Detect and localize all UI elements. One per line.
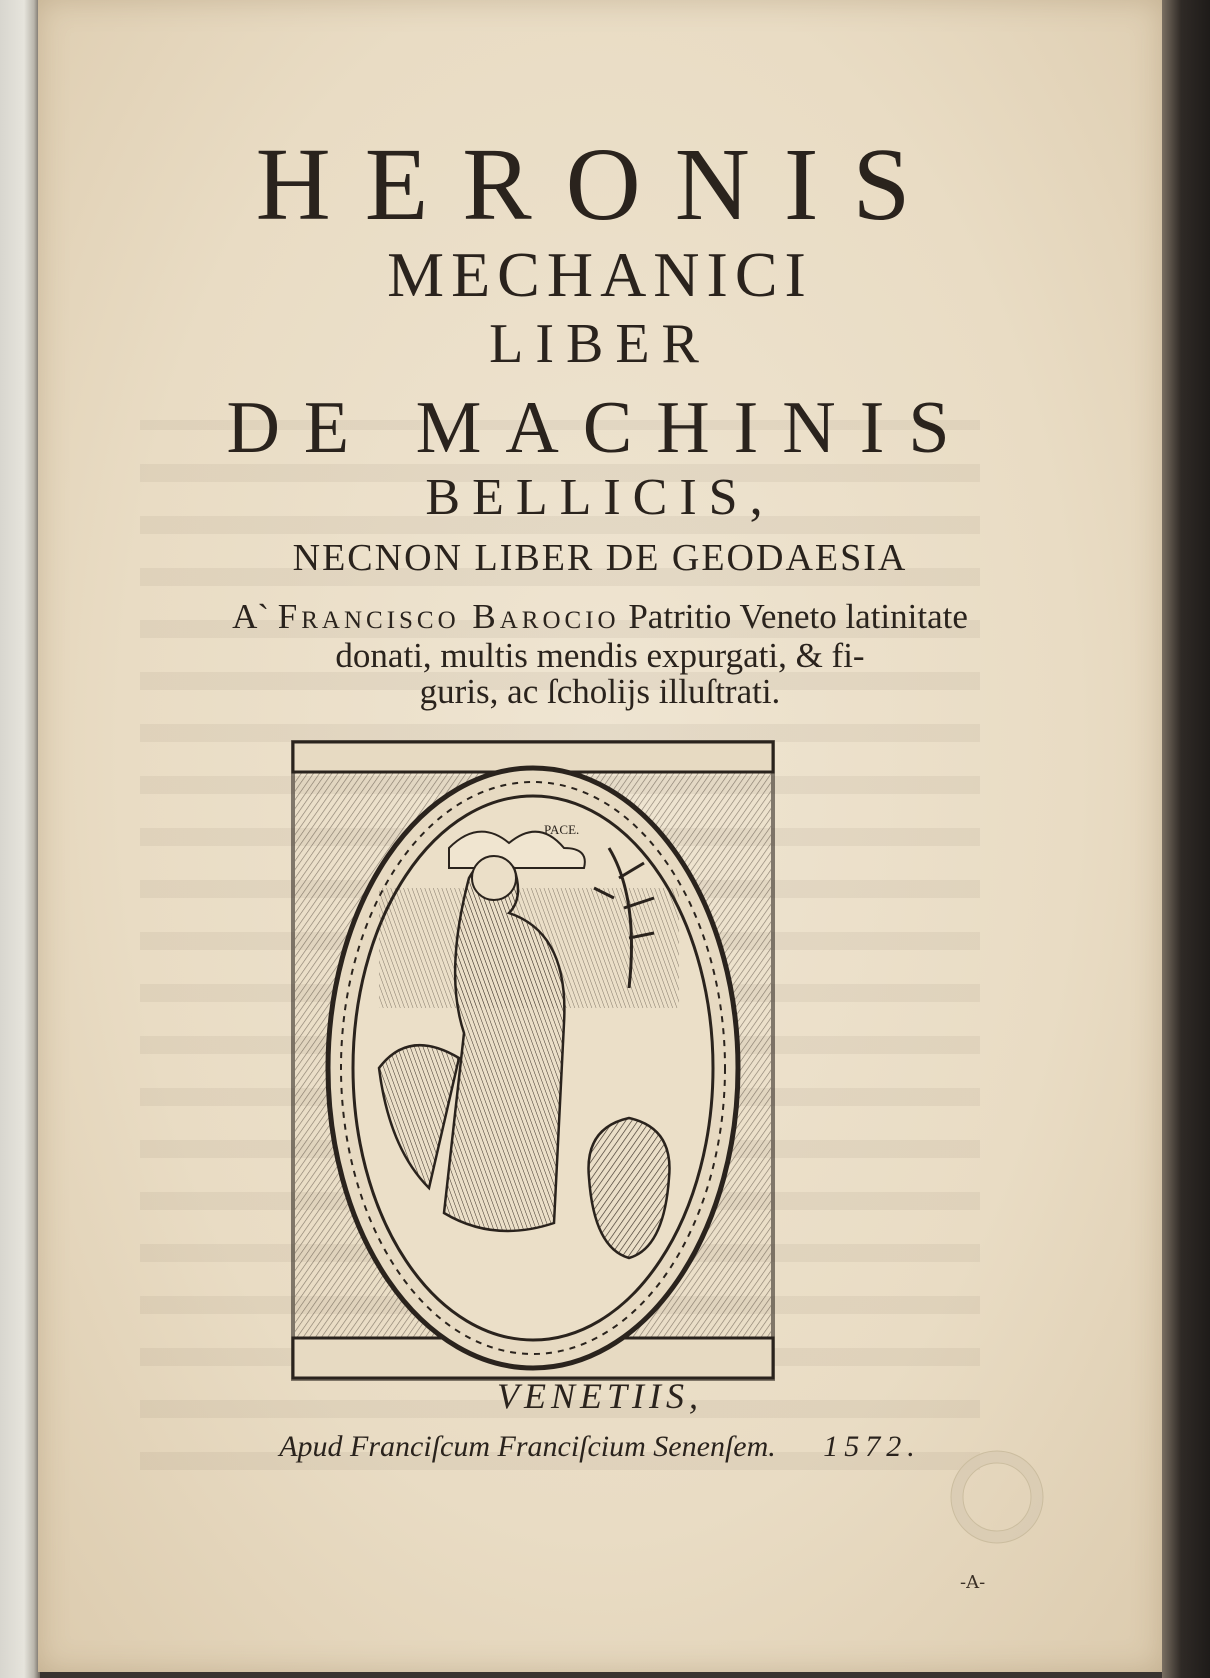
- woodcut-pace-illustration: [289, 738, 777, 1383]
- title-de-machinis: DE MACHINIS: [226, 387, 974, 469]
- translator-prefix: A`: [232, 597, 270, 636]
- description-line-2: guris, ac ſcholijs illuſtrati.: [419, 672, 781, 711]
- woodcut-label: PACE.: [544, 822, 580, 837]
- subtitle-geodaesia: NECNON LIBER DE GEODAESIA: [292, 537, 908, 579]
- place-of-publication: VENETIIS,: [497, 1376, 703, 1416]
- library-blind-stamp: [950, 1450, 1045, 1545]
- signature-mark: -A-: [960, 1572, 986, 1593]
- publication-year: 1572.: [823, 1430, 921, 1463]
- scan-background: [1162, 0, 1210, 1678]
- printer: Apud Franciſcum Franciſcium Senenſem.: [279, 1430, 776, 1463]
- translator-name: Francisco Barocio: [277, 597, 620, 636]
- title-bellicis: BELLICIS,: [425, 469, 775, 526]
- title-mechanici: MECHANICI: [387, 239, 813, 310]
- title-heronis: HERONIS: [255, 127, 945, 242]
- description-line-1: donati, multis mendis expurgati, & fi-: [335, 636, 865, 675]
- book-binding-edge: [0, 0, 40, 1678]
- title-liber: LIBER: [489, 313, 711, 375]
- translator-line: [38, 597, 1162, 637]
- translator-rest: Patritio Veneto latinitate: [628, 597, 968, 636]
